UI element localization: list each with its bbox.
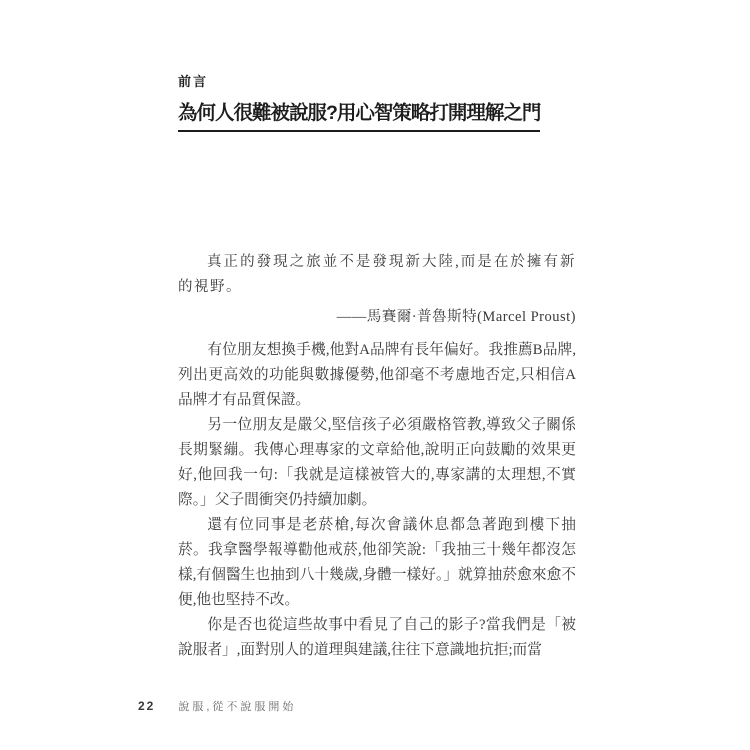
paragraph-4: 你是否也從這些故事中看見了自己的影子?當我們是「被說服者」,面對別人的道理與建議,往往下意識地抗拒;而當	[178, 617, 576, 658]
page-title: 為何人很難被說服?用心智策略打開理解之門	[178, 97, 540, 132]
paragraph-3: 還有位同事是老菸槍,每次會議休息都急著跑到樓下抽菸。我拿醫學報導勸他戒菸,他卻笑說:「我抽三十幾年都沒怎樣,有個醫生也抽到八十幾歲,身體一樣好。」就算抽菸愈來愈不便,他也堅持不改。	[178, 517, 576, 608]
running-title: 說服,從不說服開始	[178, 701, 297, 713]
section-label: 前言	[178, 74, 209, 89]
page-number: 22	[138, 699, 156, 713]
epigraph	[178, 250, 576, 326]
page-footer	[138, 698, 296, 714]
epigraph-text: 真正的發現之旅並不是發現新大陸,而是在於擁有新的視野。	[178, 254, 576, 295]
page-header	[178, 71, 540, 132]
epigraph-attribution: ——馬賽爾·普魯斯特(Marcel Proust)	[336, 309, 576, 325]
paragraph-2: 另一位朋友是嚴父,堅信孩子必須嚴格管教,導致父子關係長期緊繃。我傳心理專家的文章給他,說明正向鼓勵的效果更好,他回我一句:「我就是這樣被管大的,專家講的太理想,不實際。」父子間衝突仍持續加劇。	[178, 417, 576, 508]
body-text	[178, 338, 576, 663]
paragraph-1: 有位朋友想換手機,他對A品牌有長年偏好。我推薦B品牌,列出更高效的功能與數據優勢,他卻毫不考慮地否定,只相信A品牌才有品質保證。	[178, 342, 576, 408]
